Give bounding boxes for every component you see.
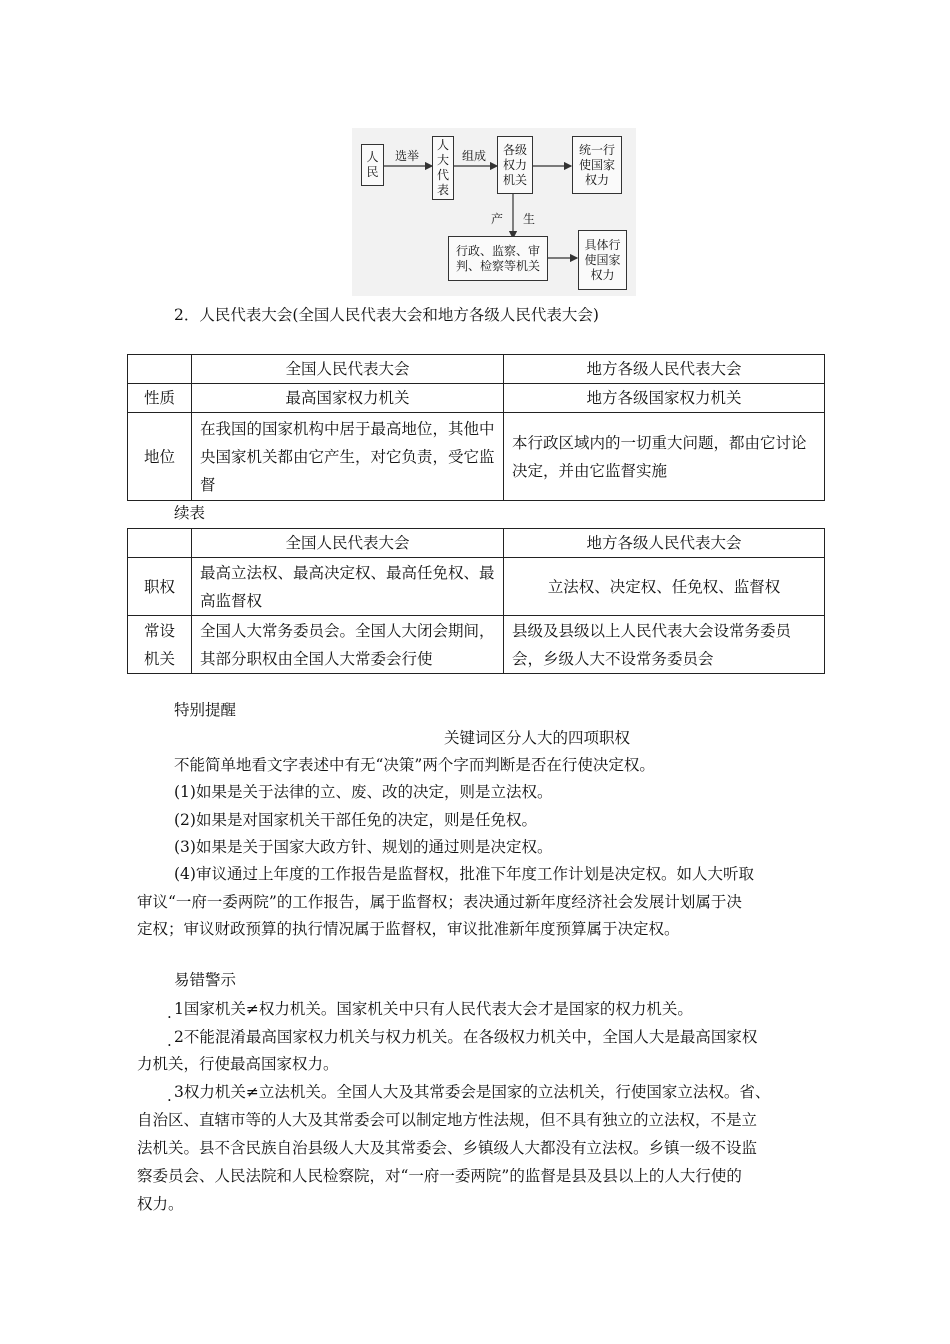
- table-cell: 地位: [128, 413, 192, 501]
- npc-table-continued: [127, 528, 825, 674]
- power-structure-diagram: [352, 128, 636, 296]
- produce-label-1: 产: [491, 212, 504, 226]
- table-cell: 本行政区域内的一切重大问题，都由它讨论决定，并由它监督实施: [504, 413, 825, 501]
- warning-item-3-line-3: 法机关。县不含民族自治县级人大及其常委会、乡镇级人大都没有立法权。乡镇一级不设监: [137, 1139, 758, 1157]
- table-row: [128, 558, 825, 616]
- specific-power-box: 具体行使国家权力: [578, 230, 627, 290]
- reminder-intro: 不能简单地看文字表述中有无“决策”两个字而判断是否在行使决定权。: [174, 756, 655, 774]
- table-cell: 县级及县级以上人民代表大会设常务委员会，乡级人大不设常务委员会: [504, 616, 825, 674]
- warning-item-1: . 1国家机关≠权力机关。国家机关中只有人民代表大会才是国家的权力机关。: [174, 996, 693, 1022]
- table-header-row: [128, 355, 825, 384]
- table-header-row: [128, 529, 825, 558]
- produce-label-2: 生: [523, 212, 536, 226]
- exercise-power-box: 统一行使国家权力: [572, 136, 622, 194]
- table-row: [128, 413, 825, 501]
- warning-item-2-line-1: . 2不能混淆最高国家权力机关与权力机关。在各级权力机关中，全国人大是最高国家权: [174, 1024, 757, 1050]
- reminder-item-4-line-1: (4)审议通过上年度的工作报告是监督权，批准下年度工作计划是决定权。如人大听取: [174, 865, 754, 883]
- table-header-cell: [128, 355, 192, 384]
- warning-item-3-line-5: 权力。: [137, 1195, 184, 1213]
- table-header-cell: 全国人民代表大会: [192, 529, 504, 558]
- continued-label: 续表: [174, 504, 206, 522]
- table-cell: 性质: [128, 384, 192, 413]
- table-cell: 常设机关: [128, 616, 192, 674]
- reminder-heading: 特别提醒: [174, 701, 237, 719]
- power-organs-box: 各级权力机关: [497, 136, 533, 194]
- people-box: 人民: [361, 144, 384, 186]
- table-cell: 最高立法权、最高决定权、最高任免权、最高监督权: [192, 558, 504, 616]
- compose-label: 组成: [462, 149, 487, 163]
- table-header-cell: 地方各级人民代表大会: [504, 529, 825, 558]
- table-cell: 职权: [128, 558, 192, 616]
- table-cell: 在我国的国家机构中居于最高地位，其他中央国家机关都由它产生，对它负责，受它监督: [192, 413, 504, 501]
- table-header-cell: 地方各级人民代表大会: [504, 355, 825, 384]
- reminder-item-4-line-2: 审议“一府一委两院”的工作报告，属于监督权；表决通过新年度经济社会发展计划属于决: [137, 893, 742, 911]
- table-cell: 全国人大常务委员会。全国人大闭会期间，其部分职权由全国人大常委会行使: [192, 616, 504, 674]
- reminder-item-4-line-3: 定权；审议财政预算的执行情况属于监督权，审议批准新年度预算属于决定权。: [137, 920, 680, 938]
- section-2-title: 2．人民代表大会(全国人民代表大会和地方各级人民代表大会): [174, 306, 599, 324]
- warning-item-2-line-2: 力机关，行使最高国家权力。: [137, 1055, 339, 1073]
- warning-heading: 易错警示: [174, 971, 237, 989]
- reminder-item-1: (1)如果是关于法律的立、废、改的决定，则是立法权。: [174, 783, 553, 801]
- table-row: [128, 616, 825, 674]
- npc-table: [127, 354, 825, 501]
- other-organs-box: 行政、监察、审判、检察等机关: [448, 236, 548, 281]
- warning-item-3-line-4: 察委员会、人民法院和人民检察院，对“一府一委两院”的监督是县及县以上的人大行使的: [137, 1167, 742, 1185]
- table-header-cell: 全国人民代表大会: [192, 355, 504, 384]
- reminder-subtitle: 关键词区分人大的四项职权: [444, 729, 631, 747]
- warning-item-3-line-1: . 3权力机关≠立法机关。全国人大及其常委会是国家的立法机关，行使国家立法权。省、: [174, 1079, 770, 1105]
- reminder-item-3: (3)如果是关于国家大政方针、规划的通过则是决定权。: [174, 838, 553, 856]
- table-cell: 最高国家权力机关: [192, 384, 504, 413]
- reminder-item-2: (2)如果是对国家机关干部任免的决定，则是任免权。: [174, 811, 537, 829]
- elect-label: 选举: [395, 149, 420, 163]
- table-cell: 立法权、决定权、任免权、监督权: [504, 558, 825, 616]
- warning-item-3-line-2: 自治区、直辖市等的人大及其常委会可以制定地方性法规，但不具有独立的立法权，不是立: [137, 1111, 758, 1129]
- deputies-box: 人大代表: [432, 136, 454, 200]
- table-row: [128, 384, 825, 413]
- table-header-cell: [128, 529, 192, 558]
- table-cell: 地方各级国家权力机关: [504, 384, 825, 413]
